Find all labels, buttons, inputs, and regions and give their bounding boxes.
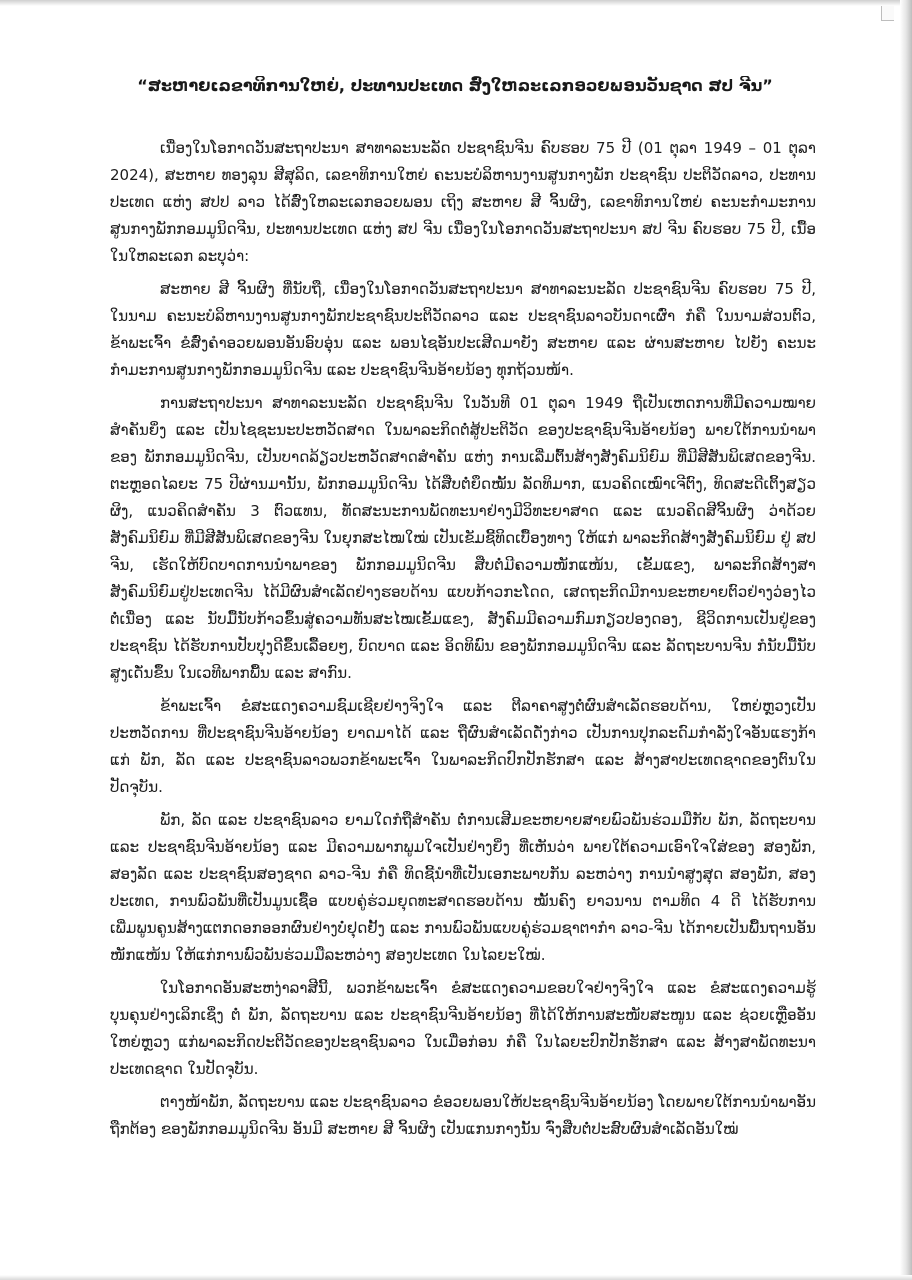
paragraph-5: ພັກ, ລັດ ແລະ ປະຊາຊົນລາວ ຍາມໃດກໍຖືສຳຄັນ ຕໍ່ການເສີມຂະຫຍາຍສາຍພົວພັນຮ່ວມມືກັບ ພັກ, ລັດຖະບານ ແລະ ປະຊາຊົນຈີນອ້າຍນ້ອງ ແລະ ມີຄວາມພາກພູມໃຈເປັນຢ່າງຍິ່ງ ທີ່ເຫັນວ່າ ພາຍໃຕ້ຄວາມເອົາໃຈໃສ່ຂອງ ສອງພັກ, ສອງລັດ ແລະ ປະຊາຊົນສອງຊາດ ລາວ-ຈີນ ກໍຄື ທິດຊີ້ນຳທີ່ເປັນເອກະພາບກັນ ລະຫວ່າງ ການນຳສູງສຸດ ສອງພັກ, ສອງປະເທດ, ການພົວພັນທີ່ເປັນມູນເຊື້ອ ແບບຄູ່ຮ່ວມຍຸດທະສາດຮອບດ້ານ ໝັ້ນຄົງ ຍາວນານ ຕາມທິດ 4 ດີ ໄດ້ຮັບການເພີ່ມພູນຄູນສ້າງແຕກດອກອອກຜົນຢ່າງບໍ່ຢຸດຢັ້ງ ແລະ ການພົວພັນແບບຄູ່ຮ່ວມຊາຕາກຳ ລາວ-ຈີນ ໄດ້ກາຍເປັນພື້ນຖານອັນໜັກແໜ້ນ ໃຫ້ແກ່ການພົວພັນຮ່ວມມືລະຫວ່າງ ສອງປະເທດ ໃນໄລຍະໃໝ່. (110, 811, 816, 964)
page-corner-mark (881, 6, 894, 21)
document-body (110, 135, 816, 1245)
scan-edge-top (0, 0, 912, 6)
scan-edge-right (900, 0, 912, 1280)
paragraph-6: ໃນໂອກາດອັນສະຫງ່າລາສີນີ້, ພວກຂ້າພະເຈົ້າ ຂໍສະແດງຄວາມຂອບໃຈຢ່າງຈິງໃຈ ແລະ ຂໍສະແດງຄວາມຮູ້ບຸນຄຸນຢ່າງເລິກເຊິ່ງ ຕໍ່ ພັກ, ລັດຖະບານ ແລະ ປະຊາຊົນຈີນອ້າຍນ້ອງ ທີ່ໄດ້ໃຫ້ການສະໜັບສະໜູນ ແລະ ຊ່ວຍເຫຼືອອັນໃຫຍ່ຫຼວງ ແກ່ພາລະກິດປະຕິວັດຂອງປະຊາຊົນລາວ ໃນເມື່ອກ່ອນ ກໍຄື ໃນໄລຍະປົກປັກຮັກສາ ແລະ ສ້າງສາພັດທະນາປະເທດຊາດ ໃນປັດຈຸບັນ. (110, 979, 816, 1078)
paragraph-7: ຕາງໜ້າພັກ, ລັດຖະບານ ແລະ ປະຊາຊົນລາວ ຂໍອວຍພອນໃຫ້ປະຊາຊົນຈີນອ້າຍນ້ອງ ໂດຍພາຍໃຕ້ການນຳພາອັນຖືກຕ້ອງ ຂອງພັກກອມມູນິດຈີນ ອັນມີ ສະຫາຍ ສີ ຈິ້ນຜິງ ເປັນແກນກາງນັ້ນ ຈົ່ງສືບຕໍ່ປະສົບຜົນສຳເລັດອັນໃໝ່ (110, 1093, 816, 1138)
paragraph-3: ການສະຖາປະນາ ສາທາລະນະລັດ ປະຊາຊົນຈີນ ໃນວັນທີ 01 ຕຸລາ 1949 ຖືເປັນເຫດການທີ່ມີຄວາມໝາຍສຳຄັນຍິ່ງ ແລະ ເປັນໄຊຊະນະປະຫວັດສາດ ໃນພາລະກິດຕໍ່ສູ້ປະຕິວັດ ຂອງປະຊາຊົນຈີນອ້າຍນ້ອງ ພາຍໃຕ້ການນຳພາຂອງ ພັກກອມມູນິດຈີນ, ເປັນບາດລ້ຽວປະຫວັດສາດສຳຄັນ ແຫ່ງ ການເລີ່ມຕົ້ນສ້າງສັງຄົມນິຍົມ ທີ່ມີສີສັນພິເສດຂອງຈີນ. ຕະຫຼອດໄລຍະ 75 ປີຜ່ານມານັ້ນ, ພັກກອມມູນິດຈີນ ໄດ້ສືບຕໍ່ຍຶດໝັ້ນ ລັດທິມາກ, ແນວຄິດເໝົາເຈີຕົງ, ທິດສະດີເຕິ້ງສຽວຜິງ, ແນວຄິດສຳຄັນ 3 ຕົວແທນ, ທັດສະນະການພັດທະນາຢ່າງມີວິທະຍາສາດ ແລະ ແນວຄິດສີຈິ້ນຜິງ ວ່າດ້ວຍ ສັງຄົມນິຍົມ ທີ່ມີສີສັນພິເສດຂອງຈີນ ໃນຍຸກສະໄໝໃໝ່ ເປັນເຂັມຊີ້ທິດເບື້ອງທາງ ໃຫ້ແກ່ ພາລະກິດສ້າງສັງຄົມນິຍົມ ຢູ່ ສປ ຈີນ, ເຮັດໃຫ້ບົດບາດການນຳພາຂອງ ພັກກອມມູນິດຈີນ ສືບຕໍ່ມີຄວາມໜັກແໜ້ນ, ເຂັ້ມແຂງ, ພາລະກິດສ້າງສາສັງຄົມນິຍົມຢູ່ປະເທດຈີນ ໄດ້ມີຜົນສຳເລັດຢ່າງຮອບດ້ານ ແບບກ້າວກະໂດດ, ເສດຖະກິດມີການຂະຫຍາຍຕົວຢ່າງວ່ອງໄວຕໍ່ເນື່ອງ ແລະ ນັບມື້ນັບກ້າວຂຶ້ນສູ່ຄວາມທັນສະໄໝເຂັ້ມແຂງ, ສັງຄົມມີຄວາມກົມກຽວປອງດອງ, ຊີວິດການເປັນຢູ່ຂອງປະຊາຊົນ ໄດ້ຮັບການປັບປຸງດີຂຶ້ນເລື້ອຍໆ, ບົດບາດ ແລະ ອິດທິພົນ ຂອງພັກກອມມູນິດຈີນ ແລະ ລັດຖະບານຈີນ ກໍນັບມື້ນັບສູງເດັ່ນຂຶ້ນ ໃນເວທີພາກພື້ນ ແລະ ສາກົນ. (110, 394, 816, 682)
document-title: “ສະຫາຍເລຂາທິການໃຫຍ່, ປະທານປະເທດ ສົ່ງໃຫລະເລກອວຍພອນວັນຊາດ ສປ ຈີນ” (137, 76, 773, 95)
paragraph-2: ສະຫາຍ ສີ ຈິ້ນຜິງ ທີ່ນັບຖື, ເນື່ອງໃນໂອກາດວັນສະຖາປະນາ ສາທາລະນະລັດ ປະຊາຊົນຈີນ ຄົບຮອບ 75 ປີ, ໃນນາມ ຄະນະບໍລິຫານງານສູນກາງພັກປະຊາຊົນປະຕິວັດລາວ ແລະ ປະຊາຊົນລາວບັນດາເຜົ່າ ກໍຄື ໃນນາມສ່ວນຕົວ, ຂ້າພະເຈົ້າ ຂໍສົ່ງຄຳອວຍພອນອັນອົບອຸ່ນ ແລະ ພອນໄຊອັນປະເສີດມາຍັງ ສະຫາຍ ແລະ ຜ່ານສະຫາຍ ໄປຍັງ ຄະນະກຳມະການສູນກາງພັກກອມມູນິດຈີນ ແລະ ປະຊາຊົນຈີນອ້າຍນ້ອງ ທຸກຖ້ວນໜ້າ. (110, 280, 816, 379)
paragraph-4: ຂ້າພະເຈົ້າ ຂໍສະແດງຄວາມຊົມເຊີຍຢ່າງຈິງໃຈ ແລະ ຕີລາຄາສູງຕໍ່ຜົນສຳເລັດຮອບດ້ານ, ໃຫຍ່ຫຼວງເປັນປະຫວັດການ ທີ່ປະຊາຊົນຈີນອ້າຍນ້ອງ ຍາດມາໄດ້ ແລະ ຖືຜົນສຳເລັດດັ່ງກ່າວ ເປັນການປຸກລະດົມກຳລັງໃຈອັນແຮງກ້າແກ່ ພັກ, ລັດ ແລະ ປະຊາຊົນລາວພວກຂ້າພະເຈົ້າ ໃນພາລະກິດປົກປັກຮັກສາ ແລະ ສ້າງສາປະເທດຊາດຂອງຕົນໃນປັດຈຸບັນ. (110, 697, 816, 796)
scan-edge-bottom (0, 1275, 912, 1280)
paragraph-1: ເນື່ອງໃນໂອກາດວັນສະຖາປະນາ ສາທາລະນະລັດ ປະຊາຊົນຈີນ ຄົບຮອບ 75 ປີ (01 ຕຸລາ 1949 – 01 ຕຸລາ 2024), ສະຫາຍ ທອງລຸນ ສີສຸລິດ, ເລຂາທິການໃຫຍ່ ຄະນະບໍລິຫານງານສູນກາງພັກ ປະຊາຊົນ ປະຕິວັດລາວ, ປະທານປະເທດ ແຫ່ງ ສປປ ລາວ ໄດ້ສົ່ງໃຫລະເລກອວຍພອນ ເຖິງ ສະຫາຍ ສີ ຈິ້ນຜິງ, ເລຂາທິການໃຫຍ່ ຄະນະກຳມະການສູນກາງພັກກອມມູນິດຈີນ, ປະທານປະເທດ ແຫ່ງ ສປ ຈີນ ເນື່ອງໃນໂອກາດວັນສະຖາປະນາ ສປ ຈີນ ຄົບຮອບ 75 ປີ, ເນື້ອໃນໃຫລະເລກ ລະບຸວ່າ: (110, 139, 816, 265)
